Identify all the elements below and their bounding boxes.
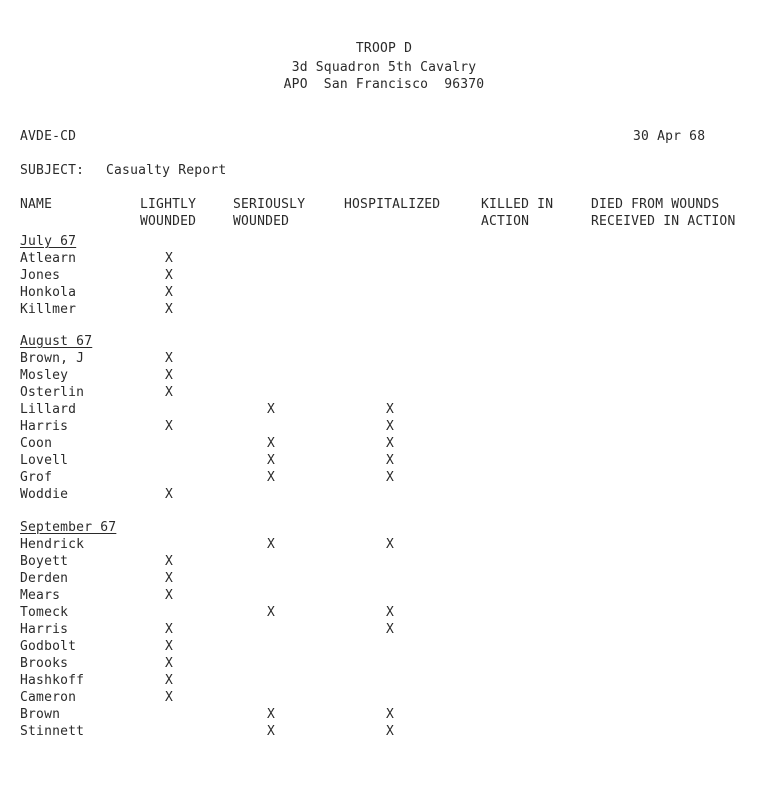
column-header-killed-2: ACTION — [481, 214, 530, 229]
letterhead-line-3: APO San Francisco 96370 — [283, 77, 485, 92]
mark-lightly: X — [165, 385, 174, 400]
row-name: Godbolt — [20, 639, 77, 654]
mark-seriously: X — [267, 453, 276, 468]
group-heading: July 67 — [20, 234, 77, 249]
row-name: Honkola — [20, 285, 77, 300]
row-name: Tomeck — [20, 605, 69, 620]
row-name: Harris — [20, 622, 69, 637]
mark-lightly: X — [165, 419, 174, 434]
mark-seriously: X — [267, 605, 276, 620]
column-header-lightly-2: WOUNDED — [140, 214, 197, 229]
row-name: Harris — [20, 419, 69, 434]
mark-lightly: X — [165, 673, 174, 688]
column-header-lightly-1: LIGHTLY — [140, 197, 197, 212]
mark-lightly: X — [165, 690, 174, 705]
row-name: Hendrick — [20, 537, 85, 552]
mark-hospitalized: X — [386, 537, 395, 552]
row-name: Mears — [20, 588, 61, 603]
mark-seriously: X — [267, 436, 276, 451]
row-name: Jones — [20, 268, 61, 283]
letterhead-line-1: TROOP D — [355, 41, 413, 56]
mark-lightly: X — [165, 351, 174, 366]
row-name: Boyett — [20, 554, 69, 569]
mark-lightly: X — [165, 622, 174, 637]
mark-lightly: X — [165, 487, 174, 502]
row-name: Derden — [20, 571, 69, 586]
row-name: Brown — [20, 707, 61, 722]
mark-hospitalized: X — [386, 419, 395, 434]
mark-hospitalized: X — [386, 453, 395, 468]
mark-lightly: X — [165, 268, 174, 283]
column-header-seriously-2: WOUNDED — [233, 214, 290, 229]
mark-lightly: X — [165, 554, 174, 569]
mark-hospitalized: X — [386, 724, 395, 739]
group-heading: September 67 — [20, 520, 117, 535]
mark-lightly: X — [165, 639, 174, 654]
row-name: Killmer — [20, 302, 77, 317]
row-name: Brooks — [20, 656, 69, 671]
row-name: Lillard — [20, 402, 77, 417]
column-header-seriously-1: SERIOUSLY — [233, 197, 306, 212]
mark-lightly: X — [165, 571, 174, 586]
letterhead-line-2: 3d Squadron 5th Cavalry — [291, 60, 477, 75]
mark-seriously: X — [267, 707, 276, 722]
mark-lightly: X — [165, 588, 174, 603]
row-name: Stinnett — [20, 724, 85, 739]
column-header-died-1: DIED FROM WOUNDS — [591, 197, 720, 212]
column-header-hospitalized: HOSPITALIZED — [344, 197, 441, 212]
row-name: Hashkoff — [20, 673, 85, 688]
column-header-died-2: RECEIVED IN ACTION — [591, 214, 736, 229]
office-symbol: AVDE-CD — [20, 129, 77, 144]
row-name: Grof — [20, 470, 53, 485]
mark-hospitalized: X — [386, 622, 395, 637]
mark-lightly: X — [165, 302, 174, 317]
subject-value: Casualty Report — [106, 163, 227, 178]
column-header-killed-1: KILLED IN — [481, 197, 554, 212]
row-name: Coon — [20, 436, 53, 451]
mark-hospitalized: X — [386, 436, 395, 451]
mark-seriously: X — [267, 402, 276, 417]
row-name: Cameron — [20, 690, 77, 705]
mark-lightly: X — [165, 251, 174, 266]
mark-hospitalized: X — [386, 402, 395, 417]
column-header-name: NAME — [20, 197, 53, 212]
mark-lightly: X — [165, 285, 174, 300]
mark-seriously: X — [267, 470, 276, 485]
mark-seriously: X — [267, 537, 276, 552]
mark-hospitalized: X — [386, 605, 395, 620]
row-name: Atlearn — [20, 251, 77, 266]
row-name: Brown, J — [20, 351, 85, 366]
mark-hospitalized: X — [386, 707, 395, 722]
mark-hospitalized: X — [386, 470, 395, 485]
document-date: 30 Apr 68 — [633, 129, 706, 144]
mark-seriously: X — [267, 724, 276, 739]
row-name: Osterlin — [20, 385, 85, 400]
group-heading: August 67 — [20, 334, 93, 349]
row-name: Mosley — [20, 368, 69, 383]
mark-lightly: X — [165, 368, 174, 383]
mark-lightly: X — [165, 656, 174, 671]
row-name: Lovell — [20, 453, 69, 468]
row-name: Woddie — [20, 487, 69, 502]
subject-label: SUBJECT: — [20, 163, 85, 178]
